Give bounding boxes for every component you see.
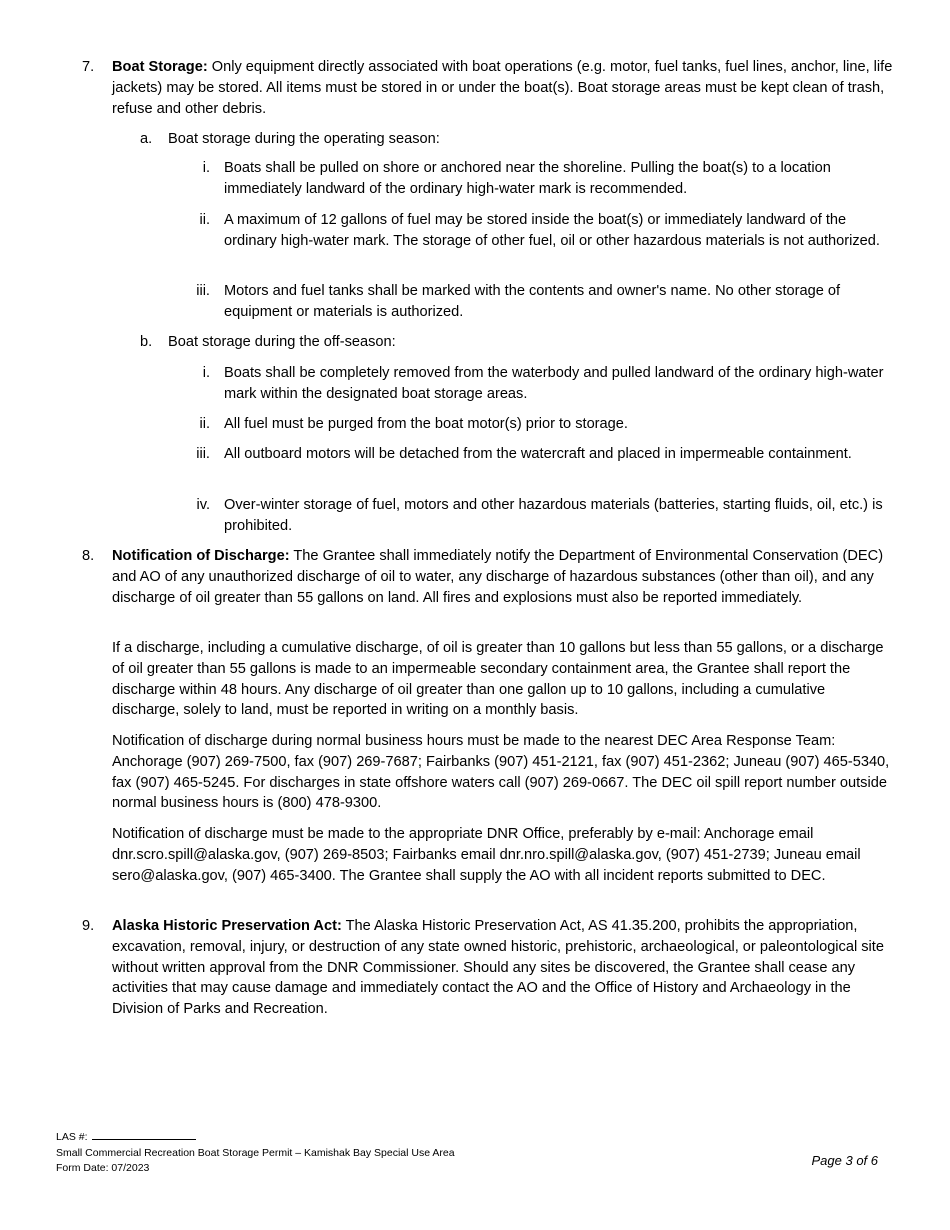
form-title: Small Commercial Recreation Boat Storage Permit – Kamishak Bay Special Use Area: [56, 1146, 455, 1159]
list-item: [196, 444, 894, 465]
paragraph: If a discharge, including a cumulative discharge, of oil is greater than 10 gallons but less than 55 gallons, or a discharge of oil greater than 55 gallons is made to an impermeable secondary containment area, the Grantee shall report the discharge within 48 hours. Any discharge of oil greater than one gallon up to 10 gallons, including a cumulative discharge, solely to land, must be reported in writing on a monthly basis.: [112, 640, 884, 719]
item-boat-storage: [82, 57, 894, 119]
list-item-text: All fuel must be purged from the boat motor(s) prior to storage.: [224, 416, 628, 432]
list-item-text: Boats shall be pulled on shore or anchored near the shoreline. Pulling the boat(s) to a location immediately landward of the ordinary high-water mark is recommended.: [224, 160, 831, 197]
list-item-label: iii.: [196, 283, 210, 299]
subitem-text: Boat storage during the operating season:: [168, 131, 440, 147]
subitem-a: [140, 129, 894, 150]
item-title: Notification of Discharge:: [112, 548, 290, 564]
list-item: [196, 281, 894, 323]
list-item: [196, 495, 894, 537]
list-item: [199, 414, 894, 435]
list-item-text: A maximum of 12 gallons of fuel may be stored inside the boat(s) or immediately landward of the ordinary high-water mark. The storage of other fuel, oil or other hazardous materials is not authorized.: [224, 212, 880, 249]
list-item-text: Motors and fuel tanks shall be marked with the contents and owner's name. No other storage of equipment or materials is authorized.: [224, 283, 841, 320]
list-item-label: iv.: [196, 497, 210, 513]
subitem-text: Boat storage during the off-season:: [168, 334, 396, 350]
list-item: [202, 363, 894, 405]
subitem-b: [140, 332, 894, 353]
item-number: 7.: [82, 59, 95, 75]
subitem-label: b.: [140, 334, 153, 350]
paragraph: Notification of discharge must be made to the appropriate DNR Office, preferably by e-mail: Anchorage email dnr.scro.spill@alaska.gov, (907) 269-8503; Fairbanks email dnr.nro.spill@alaska.gov, (907) 451-2739; Juneau email sero@alaska.gov, (907) 465-3400. The Grantee shall supply the AO with all incident reports submitted to DEC.: [112, 826, 861, 884]
footer: [56, 1129, 455, 1177]
item-title: Alaska Historic Preservation Act:: [112, 918, 342, 934]
item-text: The Grantee shall immediately notify the Department of Environmental Conservation (DEC) and AO of any unauthorized discharge of oil to water, any discharge of hazardous substances (other than oil), and any discharge of oil greater than 55 gallons on land. All fires and explosions must also be reported immediately.: [112, 548, 884, 606]
item-notification-of-discharge: [82, 546, 894, 608]
paragraph: Notification of discharge during normal business hours must be made to the nearest DEC Area Response Team: Anchorage (907) 269-7500, fax (907) 269-7687; Fairbanks (907) 451-2121, fax (907) 451-2362; Juneau (907) 465-5340, fax (907) 465-5245. For discharges in state offshore waters call (907) 269-0667. The DEC oil spill report number outside normal business hours is (800) 478-9300.: [112, 733, 890, 812]
list-item-text: Over-winter storage of fuel, motors and other hazardous materials (batteries, starting fluids, oil, etc.) is prohibited.: [224, 497, 883, 534]
list-item-label: i.: [202, 160, 210, 176]
las-number-row: [56, 1129, 455, 1146]
list-item: [202, 158, 894, 200]
list-item-label: i.: [202, 365, 210, 381]
item-number: 8.: [82, 548, 95, 564]
list-item-text: Boats shall be completely removed from the waterbody and pulled landward of the ordinary high-water mark within the designated boat storage areas.: [224, 365, 884, 402]
list-item-label: ii.: [199, 212, 210, 228]
list-item-label: iii.: [196, 446, 210, 462]
form-date: Form Date: 07/2023: [56, 1162, 150, 1174]
las-label: LAS #:: [56, 1131, 88, 1143]
item-title: Boat Storage:: [112, 59, 208, 75]
las-number-blank: [92, 1129, 196, 1140]
item-text: Only equipment directly associated with boat operations (e.g. motor, fuel tanks, fuel lines, anchor, line, life jackets) may be stored. All items must be stored in or under the boat(s). Boat storage areas must be kept clean of trash, refuse and other debris.: [112, 59, 893, 117]
list-item: [199, 210, 894, 252]
list-item-label: ii.: [199, 416, 210, 432]
subitem-label: a.: [140, 131, 153, 147]
item-historic-preservation: [82, 916, 894, 1020]
list-item-text: All outboard motors will be detached from the watercraft and placed in impermeable containment.: [224, 446, 852, 462]
item-number: 9.: [82, 918, 95, 934]
item-text: The Alaska Historic Preservation Act, AS 41.35.200, prohibits the appropriation, excavation, removal, injury, or destruction of any state owned historic, prehistoric, archaeological, or paleontological site without written approval from the DNR Commissioner. Should any sites be discovered, the Grantee shall cease any activities that may cause damage and immediately contact the AO and the Office of History and Archaeology in the Division of Parks and Recreation.: [112, 918, 884, 1018]
page-number: Page 3 of 6: [811, 1153, 878, 1168]
